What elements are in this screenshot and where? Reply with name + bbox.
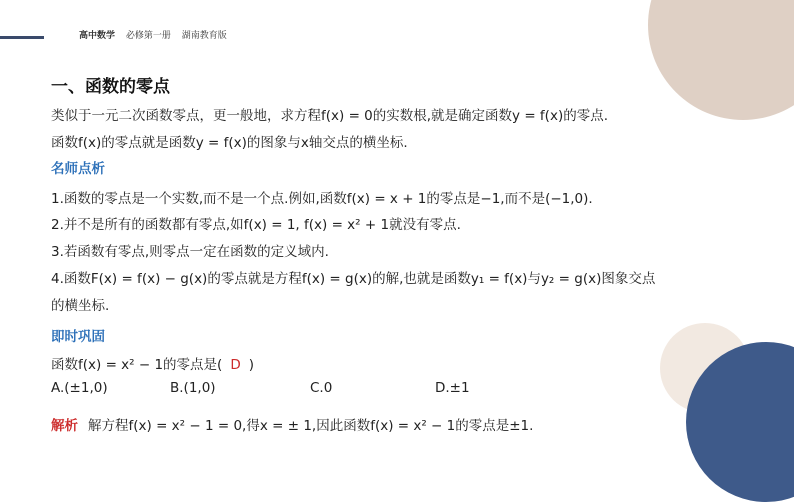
option-c: C.0: [310, 380, 333, 396]
intro-line-1: 类似于一元二次函数零点，更一般地，求方程f(x) = 0的实数根,就是确定函数y = f(x)的零点.: [51, 108, 608, 124]
section-title: 一、函数的零点: [51, 77, 170, 97]
solution-line: [51, 414, 533, 434]
practice-heading: 即时巩固: [51, 329, 105, 345]
practice-question: [51, 353, 254, 373]
solution-label: 解析: [51, 418, 78, 434]
header-publisher: 湖南教育版: [181, 31, 227, 41]
header-bar: [79, 28, 227, 41]
decorative-circle-tan: [648, 0, 794, 120]
header-volume: 必修第一册: [125, 31, 171, 41]
note-item-1: 1.函数的零点是一个实数,而不是一个点.例如,函数f(x) = x + 1的零点是−1,而不是(−1,0).: [51, 191, 593, 207]
header-accent-line: [0, 36, 44, 39]
notes-heading: 名师点析: [51, 161, 105, 177]
header-title: 高中数学: [79, 31, 116, 41]
note-item-4: 4.函数F(x) = f(x) − g(x)的零点就是方程f(x) = g(x)的解,也就是函数y₁ = f(x)与y₂ = g(x)图象交点: [51, 271, 656, 287]
note-item-2: 2.并不是所有的函数都有零点,如f(x) = 1, f(x) = x² + 1就没有零点.: [51, 217, 461, 233]
question-text: 函数f(x) = x² − 1的零点是(: [51, 357, 223, 373]
intro-line-2: 函数f(x)的零点就是函数y = f(x)的图象与x轴交点的横坐标.: [51, 135, 408, 151]
note-item-3: 3.若函数有零点,则零点一定在函数的定义域内.: [51, 244, 329, 260]
option-d: D.±1: [435, 380, 470, 396]
option-b: B.(1,0): [170, 380, 216, 396]
answer-mark: D: [230, 357, 241, 373]
option-a: A.(±1,0): [51, 380, 108, 396]
question-close: ): [248, 357, 255, 373]
note-item-4-continued: 的横坐标.: [51, 298, 110, 314]
solution-text: 解方程f(x) = x² − 1 = 0,得x = ± 1,因此函数f(x) = x² − 1的零点是±1.: [88, 418, 534, 434]
